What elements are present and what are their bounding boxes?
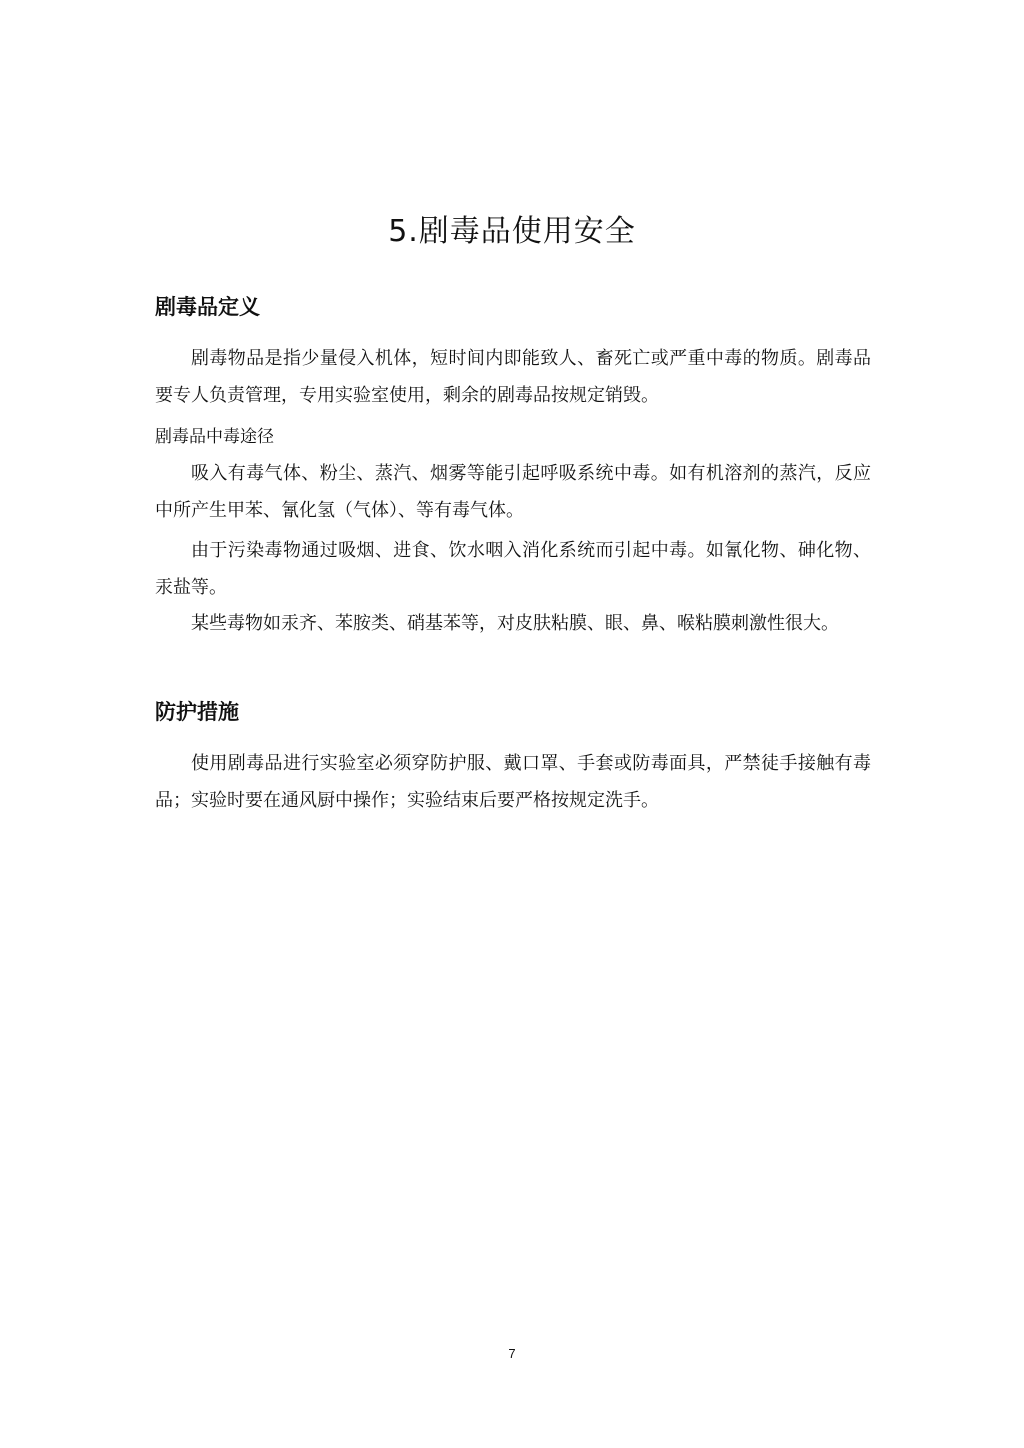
paragraph-route-skin: 某些毒物如汞齐、苯胺类、硝基苯等，对皮肤粘膜、眼、鼻、喉粘膜刺激性很大。 <box>191 613 839 634</box>
paragraph-protection: 使用剧毒品进行实验室必须穿防护服、戴口罩、手套或防毒面具，严禁徒手接触有毒品；实验时要在通风厨中操作；实验结束后要严格按规定洗手。 <box>155 753 871 811</box>
subheading-poison-route: 剧毒品中毒途径 <box>155 427 274 447</box>
page-number: 7 <box>508 1346 516 1361</box>
paragraph-route-inhalation: 吸入有毒气体、粉尘、蒸汽、烟雾等能引起呼吸系统中毒。如有机溶剂的蒸汽，反应中所产生甲苯、氰化氢（气体）、等有毒气体。 <box>155 463 871 521</box>
section-heading-definition: 剧毒品定义 <box>155 295 260 319</box>
section-heading-protection: 防护措施 <box>155 700 239 724</box>
paragraph-definition: 剧毒物品是指少量侵入机体，短时间内即能致人、畜死亡或严重中毒的物质。剧毒品要专人负责管理，专用实验室使用，剩余的剧毒品按规定销毁。 <box>155 348 871 406</box>
page-title: 5.剧毒品使用安全 <box>388 214 636 249</box>
paragraph-route-ingestion: 由于污染毒物通过吸烟、进食、饮水咽入消化系统而引起中毒。如氰化物、砷化物、汞盐等。 <box>155 540 871 598</box>
